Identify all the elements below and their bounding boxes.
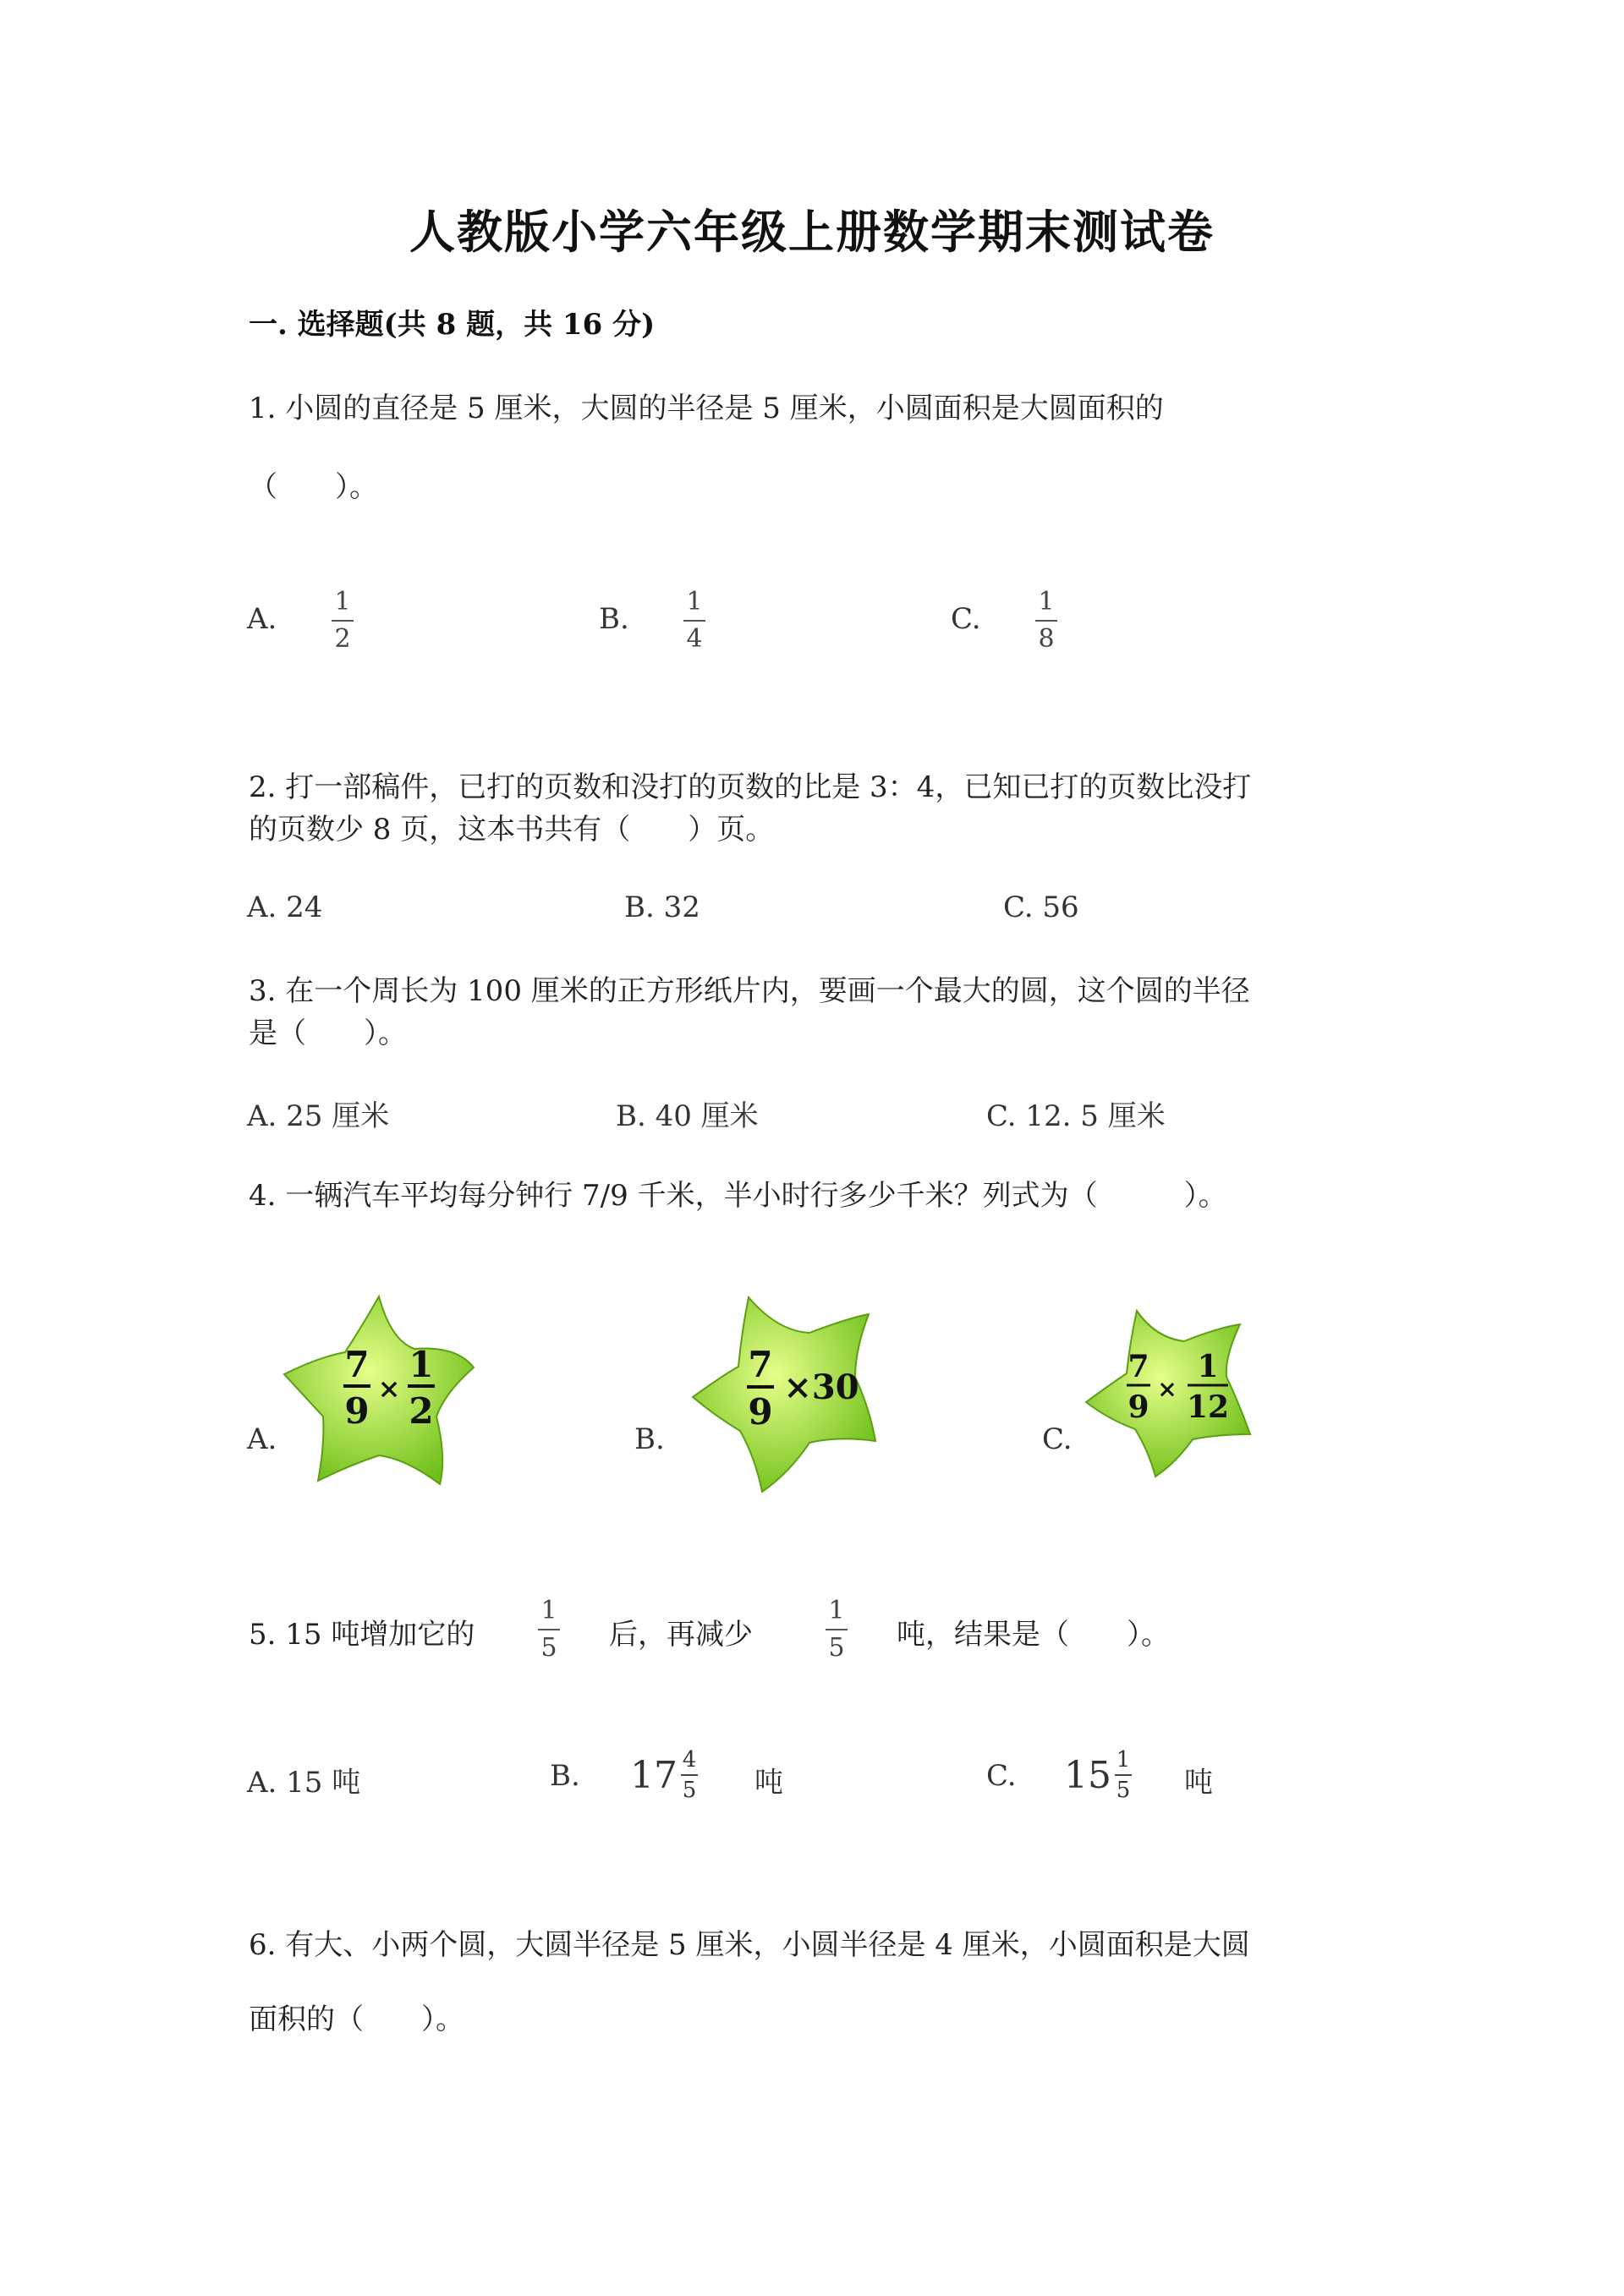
- question-2-line-1: 2. 打一部稿件，已打的页数和没打的页数的比是 3：4，已知已打的页数比没打: [249, 770, 1252, 804]
- q4-a-den-2: 2: [409, 1390, 434, 1432]
- q4-a-num-2: 1: [409, 1344, 434, 1385]
- q2-option-c: C. 56: [1003, 890, 1079, 924]
- q4-b-op: ×30: [783, 1367, 859, 1407]
- denominator: 4: [686, 624, 703, 654]
- q4-a-op: ×: [377, 1373, 401, 1405]
- q4-c-den-2: 12: [1186, 1389, 1230, 1425]
- q4-option-a-star-icon: [279, 1290, 482, 1493]
- q4-c-den-1: 9: [1127, 1389, 1149, 1425]
- q1-option-b-fraction: [683, 589, 705, 652]
- question-3-line-2: 是（ ）。: [249, 1016, 407, 1050]
- q3-option-c: C. 12. 5 厘米: [986, 1099, 1166, 1133]
- q1-option-a-fraction: [332, 589, 354, 652]
- denominator: 8: [1038, 624, 1055, 654]
- whole-part: 15: [1064, 1753, 1111, 1797]
- q2-option-b: B. 32: [624, 890, 700, 924]
- q5-option-c-label: C.: [986, 1759, 1017, 1793]
- q4-option-a-label: A.: [247, 1422, 277, 1456]
- q4-c-num-2: 1: [1197, 1349, 1219, 1384]
- question-4-line-1: 4. 一辆汽车平均每分钟行 7/9 千米，半小时行多少千米？列式为（ ）。: [249, 1179, 1227, 1213]
- q4-option-b-label: B.: [634, 1422, 665, 1456]
- q1-option-c-fraction: [1035, 589, 1057, 652]
- q5-option-a: A. 15 吨: [247, 1766, 361, 1800]
- q5-option-c-unit: 吨: [1184, 1766, 1213, 1800]
- numerator: 1: [1116, 1747, 1131, 1773]
- q4-a-num-1: 7: [344, 1344, 370, 1385]
- q5-option-b-label: B.: [550, 1759, 580, 1793]
- denominator: 5: [682, 1778, 697, 1803]
- q4-option-c-label: C.: [1042, 1422, 1073, 1456]
- page-title: 人教版小学六年级上册数学期末测试卷: [409, 205, 1215, 259]
- denominator: 5: [1116, 1778, 1131, 1803]
- q5-fraction-2: [826, 1598, 848, 1661]
- q5-option-b-mixed-number: [630, 1749, 698, 1801]
- question-6-line-2: 面积的（ ）。: [249, 2003, 464, 2036]
- q1-option-b-label: B.: [599, 602, 629, 636]
- q4-option-c-star-icon: [1083, 1307, 1256, 1481]
- question-1-line-2: （ ）。: [249, 470, 378, 504]
- section-heading: 一. 选择题(共 8 题，共 16 分): [249, 308, 656, 342]
- whole-part: 17: [630, 1753, 678, 1797]
- q3-option-b: B. 40 厘米: [616, 1099, 759, 1133]
- numerator: 1: [686, 587, 703, 616]
- q5-option-b-unit: 吨: [754, 1766, 783, 1800]
- numerator: 1: [1038, 587, 1055, 616]
- numerator: 1: [334, 587, 351, 616]
- numerator: 4: [682, 1747, 697, 1773]
- question-2-line-2: 的页数少 8 页，这本书共有（ ）页。: [249, 813, 775, 847]
- q5-fraction-1: [538, 1598, 560, 1661]
- q4-b-num: 7: [748, 1344, 773, 1385]
- q4-b-den: 9: [748, 1391, 773, 1433]
- q3-option-a: A. 25 厘米: [247, 1099, 390, 1133]
- numerator: 1: [540, 1596, 557, 1625]
- question-5-part-2: 后，再减少: [609, 1618, 753, 1652]
- question-1-line-1: 1. 小圆的直径是 5 厘米，大圆的半径是 5 厘米，小圆面积是大圆面积的: [249, 392, 1164, 425]
- question-5-part-1: 5. 15 吨增加它的: [249, 1618, 475, 1652]
- q4-option-b-star-icon: [689, 1292, 888, 1495]
- q4-c-num-1: 7: [1127, 1349, 1149, 1384]
- q4-c-op: ×: [1157, 1375, 1177, 1403]
- q1-option-a-label: A.: [247, 602, 277, 636]
- numerator: 1: [828, 1596, 845, 1625]
- q5-option-c-mixed-number: [1064, 1749, 1132, 1801]
- denominator: 5: [540, 1633, 557, 1663]
- question-6-line-1: 6. 有大、小两个圆，大圆半径是 5 厘米，小圆半径是 4 厘米，小圆面积是大圆: [249, 1928, 1250, 1962]
- denominator: 2: [334, 624, 351, 654]
- q2-option-a: A. 24: [247, 890, 323, 924]
- question-5-part-3: 吨，结果是（ ）。: [897, 1618, 1170, 1652]
- q1-option-c-label: C.: [951, 602, 981, 636]
- question-3-line-1: 3. 在一个周长为 100 厘米的正方形纸片内，要画一个最大的圆，这个圆的半径: [249, 974, 1250, 1008]
- q4-a-den-1: 9: [344, 1390, 370, 1432]
- denominator: 5: [828, 1633, 845, 1663]
